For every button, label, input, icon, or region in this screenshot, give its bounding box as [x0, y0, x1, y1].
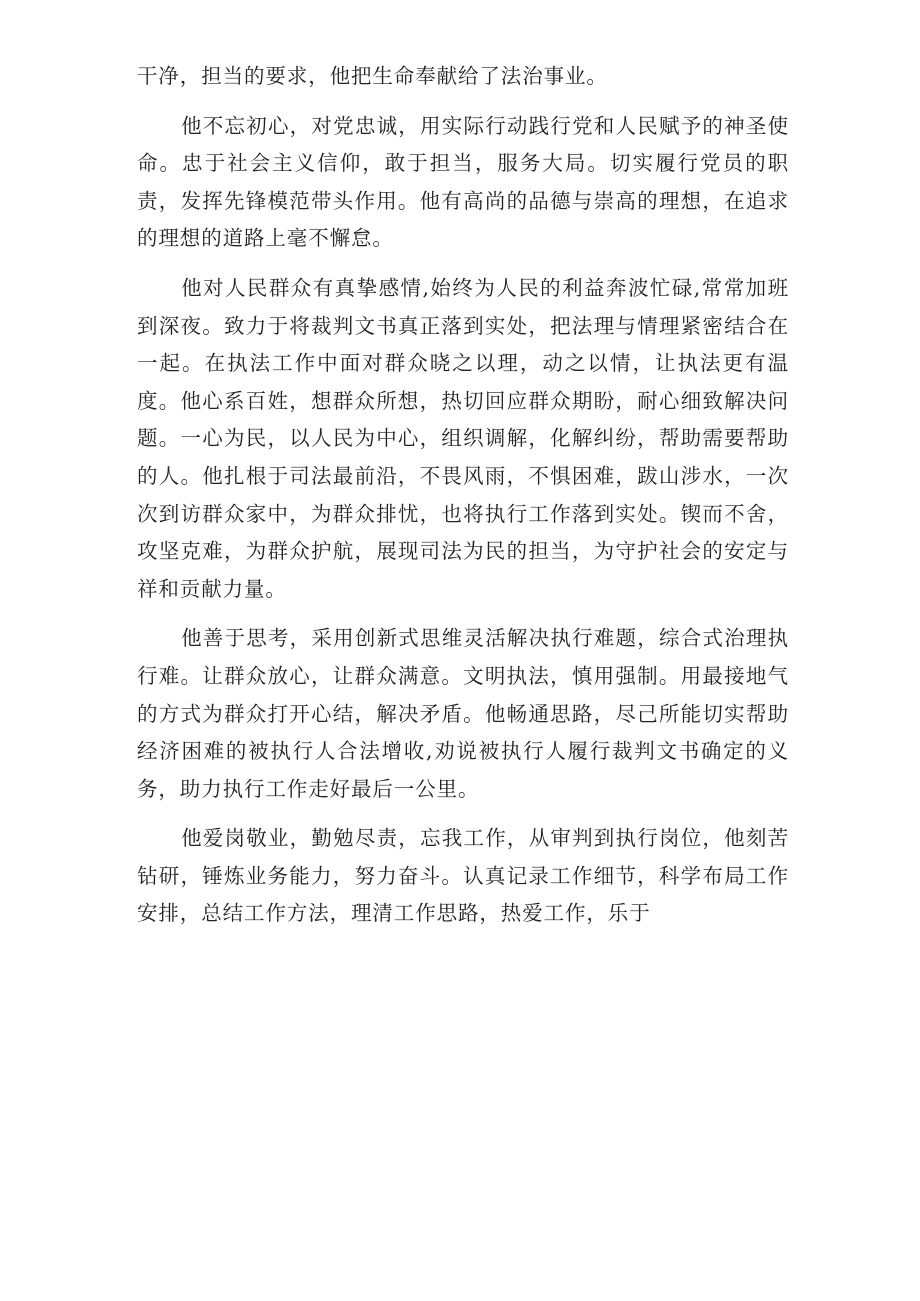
- document-body: [137, 58, 789, 945]
- paragraph-loyalty: 他不忘初心，对党忠诚，用实际行动践行党和人民赋予的神圣使命。忠于社会主义信仰，敢于担当，服务大局。切实履行党员的职责，发挥先锋模范带头作用。他有高尚的品德与崇高的理想，在追求的理想的道路上毫不懈怠。: [137, 113, 789, 251]
- paragraph-continuation: 干净，担当的要求，他把生命奉献给了法治事业。: [137, 64, 608, 88]
- paragraph-dedication: 他爱岗敬业，勤勉尽责，忘我工作，从审判到执行岗位，他刻苦钻研，锤炼业务能力，努力奋斗。认真记录工作细节，科学布局工作安排，总结工作方法，理清工作思路，热爱工作，乐于: [137, 826, 789, 926]
- paragraph-innovation: 他善于思考，采用创新式思维灵活解决执行难题，综合式治理执行难。让群众放心，让群众满意。文明执法，慎用强制。用最接地气的方式为群众打开心结，解决矛盾。他畅通思路，尽己所能切实帮助经济困难的被执行人合法增收,劝说被执行人履行裁判文书确定的义务，助力执行工作走好最后一公里。: [137, 626, 789, 801]
- paragraph-people: 他对人民群众有真挚感情,始终为人民的利益奔波忙碌,常常加班到深夜。致力于将裁判文书真正落到实处，把法理与情理紧密结合在一起。在执法工作中面对群众晓之以理，动之以情，让执法更有温度。他心系百姓，想群众所想，热切回应群众期盼，耐心细致解决问题。一心为民，以人民为中心，组织调解，化解纠纷，帮助需要帮助的人。他扎根于司法最前沿，不畏风雨，不惧困难，跋山涉水，一次次到访群众家中，为群众排忧，也将执行工作落到实处。锲而不舍，攻坚克难，为群众护航，展现司法为民的担当，为守护社会的安定与祥和贡献力量。: [137, 275, 789, 601]
